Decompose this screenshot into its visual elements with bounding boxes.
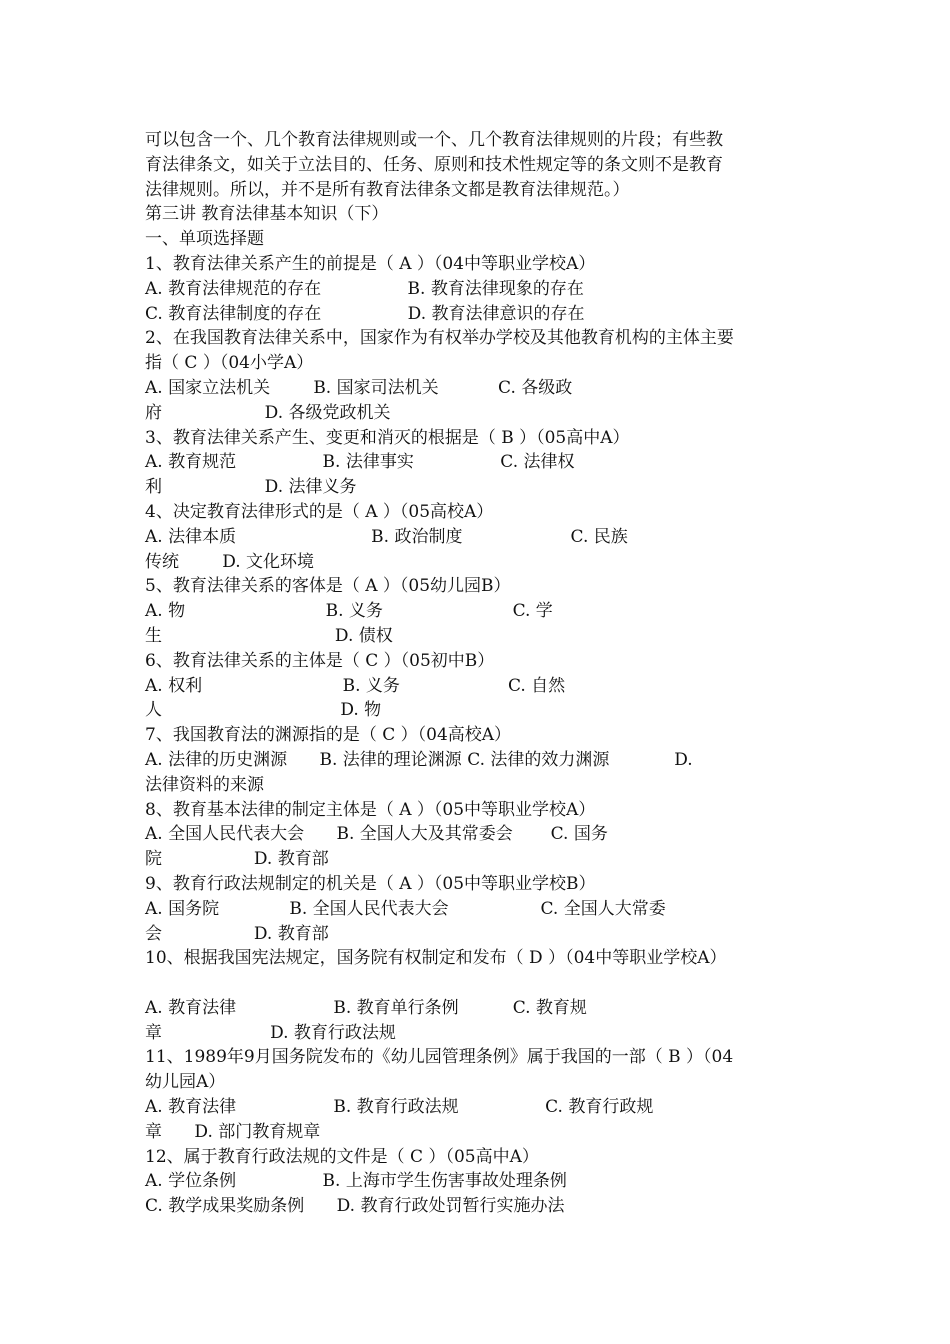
section-title: 一、单项选择题	[145, 229, 264, 250]
question-line: 12、属于教育行政法规的文件是（ C ）（05高中A）	[145, 1146, 539, 1167]
question-line: 3、教育法律关系产生、变更和消灭的根据是（ B ）（05高中A）	[145, 427, 630, 448]
question-line: 人 D. 物	[145, 700, 382, 721]
question-line: C. 教学成果奖励条例 D. 教育行政处罚暂行实施办法	[145, 1196, 565, 1217]
question-line: A. 全国人民代表大会 B. 全国人大及其常委会 C. 国务	[145, 824, 608, 845]
intro-line: 法律规则。所以，并不是所有教育法律条文都是教育法律规范。）	[145, 179, 630, 200]
question-line: 11、1989年9月国务院发布的《幼儿园管理条例》属于我国的一部（ B ）（04	[145, 1047, 734, 1068]
question-line: 6、教育法律关系的主体是（ C ）（05初中B）	[145, 650, 495, 671]
question-list	[145, 252, 810, 1219]
question-line: A. 教育规范 B. 法律事实 C. 法律权	[145, 452, 575, 473]
question-line: 8、教育基本法律的制定主体是（ A ）（05中等职业学校A）	[145, 799, 596, 820]
question-line: 10、根据我国宪法规定，国务院有权制定和发布（ D ）（04中等职业学校A）	[145, 948, 727, 969]
question-line: A. 学位条例 B. 上海市学生伤害事故处理条例	[145, 1171, 567, 1192]
question-line: 9、教育行政法规制定的机关是（ A ）（05中等职业学校B）	[145, 873, 596, 894]
question-line: A. 国家立法机关 B. 国家司法机关 C. 各级政	[145, 377, 573, 398]
question-line: 会 D. 教育部	[145, 923, 329, 944]
question-line: 7、我国教育法的渊源指的是（ C ）（04高校A）	[145, 725, 512, 746]
question-line: 章 D. 部门教育规章	[145, 1121, 321, 1142]
question-line: 法律资料的来源	[145, 774, 264, 795]
question-line: 利 D. 法律义务	[145, 477, 357, 498]
question-line: 传统 D. 文化环境	[145, 551, 315, 572]
intro-line: 育法律条文，如关于立法目的、任务、原则和技术性规定等的条文则不是教育	[145, 154, 723, 175]
question-line: 生 D. 债权	[145, 625, 393, 646]
question-line: A. 教育法律 B. 教育单行条例 C. 教育规	[145, 997, 587, 1018]
question-line: A. 法律本质 B. 政治制度 C. 民族	[145, 526, 628, 547]
question-line: A. 教育法律 B. 教育行政法规 C. 教育行政规	[145, 1097, 654, 1118]
question-line: A. 物 B. 义务 C. 学	[145, 601, 553, 622]
question-line	[145, 971, 810, 996]
question-line: 院 D. 教育部	[145, 849, 329, 870]
question-line: 2、在我国教育法律关系中，国家作为有权举办学校及其他教育机构的主体主要	[145, 328, 734, 349]
document-page	[145, 128, 810, 1219]
question-line: 府 D. 各级党政机关	[145, 402, 391, 423]
question-line: A. 权利 B. 义务 C. 自然	[145, 675, 566, 696]
question-line: 指（ C ）（04小学A）	[145, 353, 314, 374]
lecture-title: 第三讲 教育法律基本知识（下）	[145, 204, 389, 225]
question-line: C. 教育法律制度的存在 D. 教育法律意识的存在	[145, 303, 585, 324]
question-line: 幼儿园A）	[145, 1072, 226, 1093]
question-line: A. 教育法律规范的存在 B. 教育法律现象的存在	[145, 278, 584, 299]
question-line: 5、教育法律关系的客体是（ A ）（05幼儿园B）	[145, 576, 511, 597]
question-line: 章 D. 教育行政法规	[145, 1022, 396, 1043]
question-line: A. 法律的历史渊源 B. 法律的理论渊源 C. 法律的效力渊源 D.	[145, 749, 693, 770]
intro-line: 可以包含一个、几个教育法律规则或一个、几个教育法律规则的片段；有些教	[145, 130, 723, 150]
question-line: A. 国务院 B. 全国人民代表大会 C. 全国人大常委	[145, 898, 666, 919]
question-line: 4、决定教育法律形式的是（ A ）（05高校A）	[145, 501, 494, 522]
question-line: 1、教育法律关系产生的前提是（ A ）（04中等职业学校A）	[145, 253, 596, 274]
